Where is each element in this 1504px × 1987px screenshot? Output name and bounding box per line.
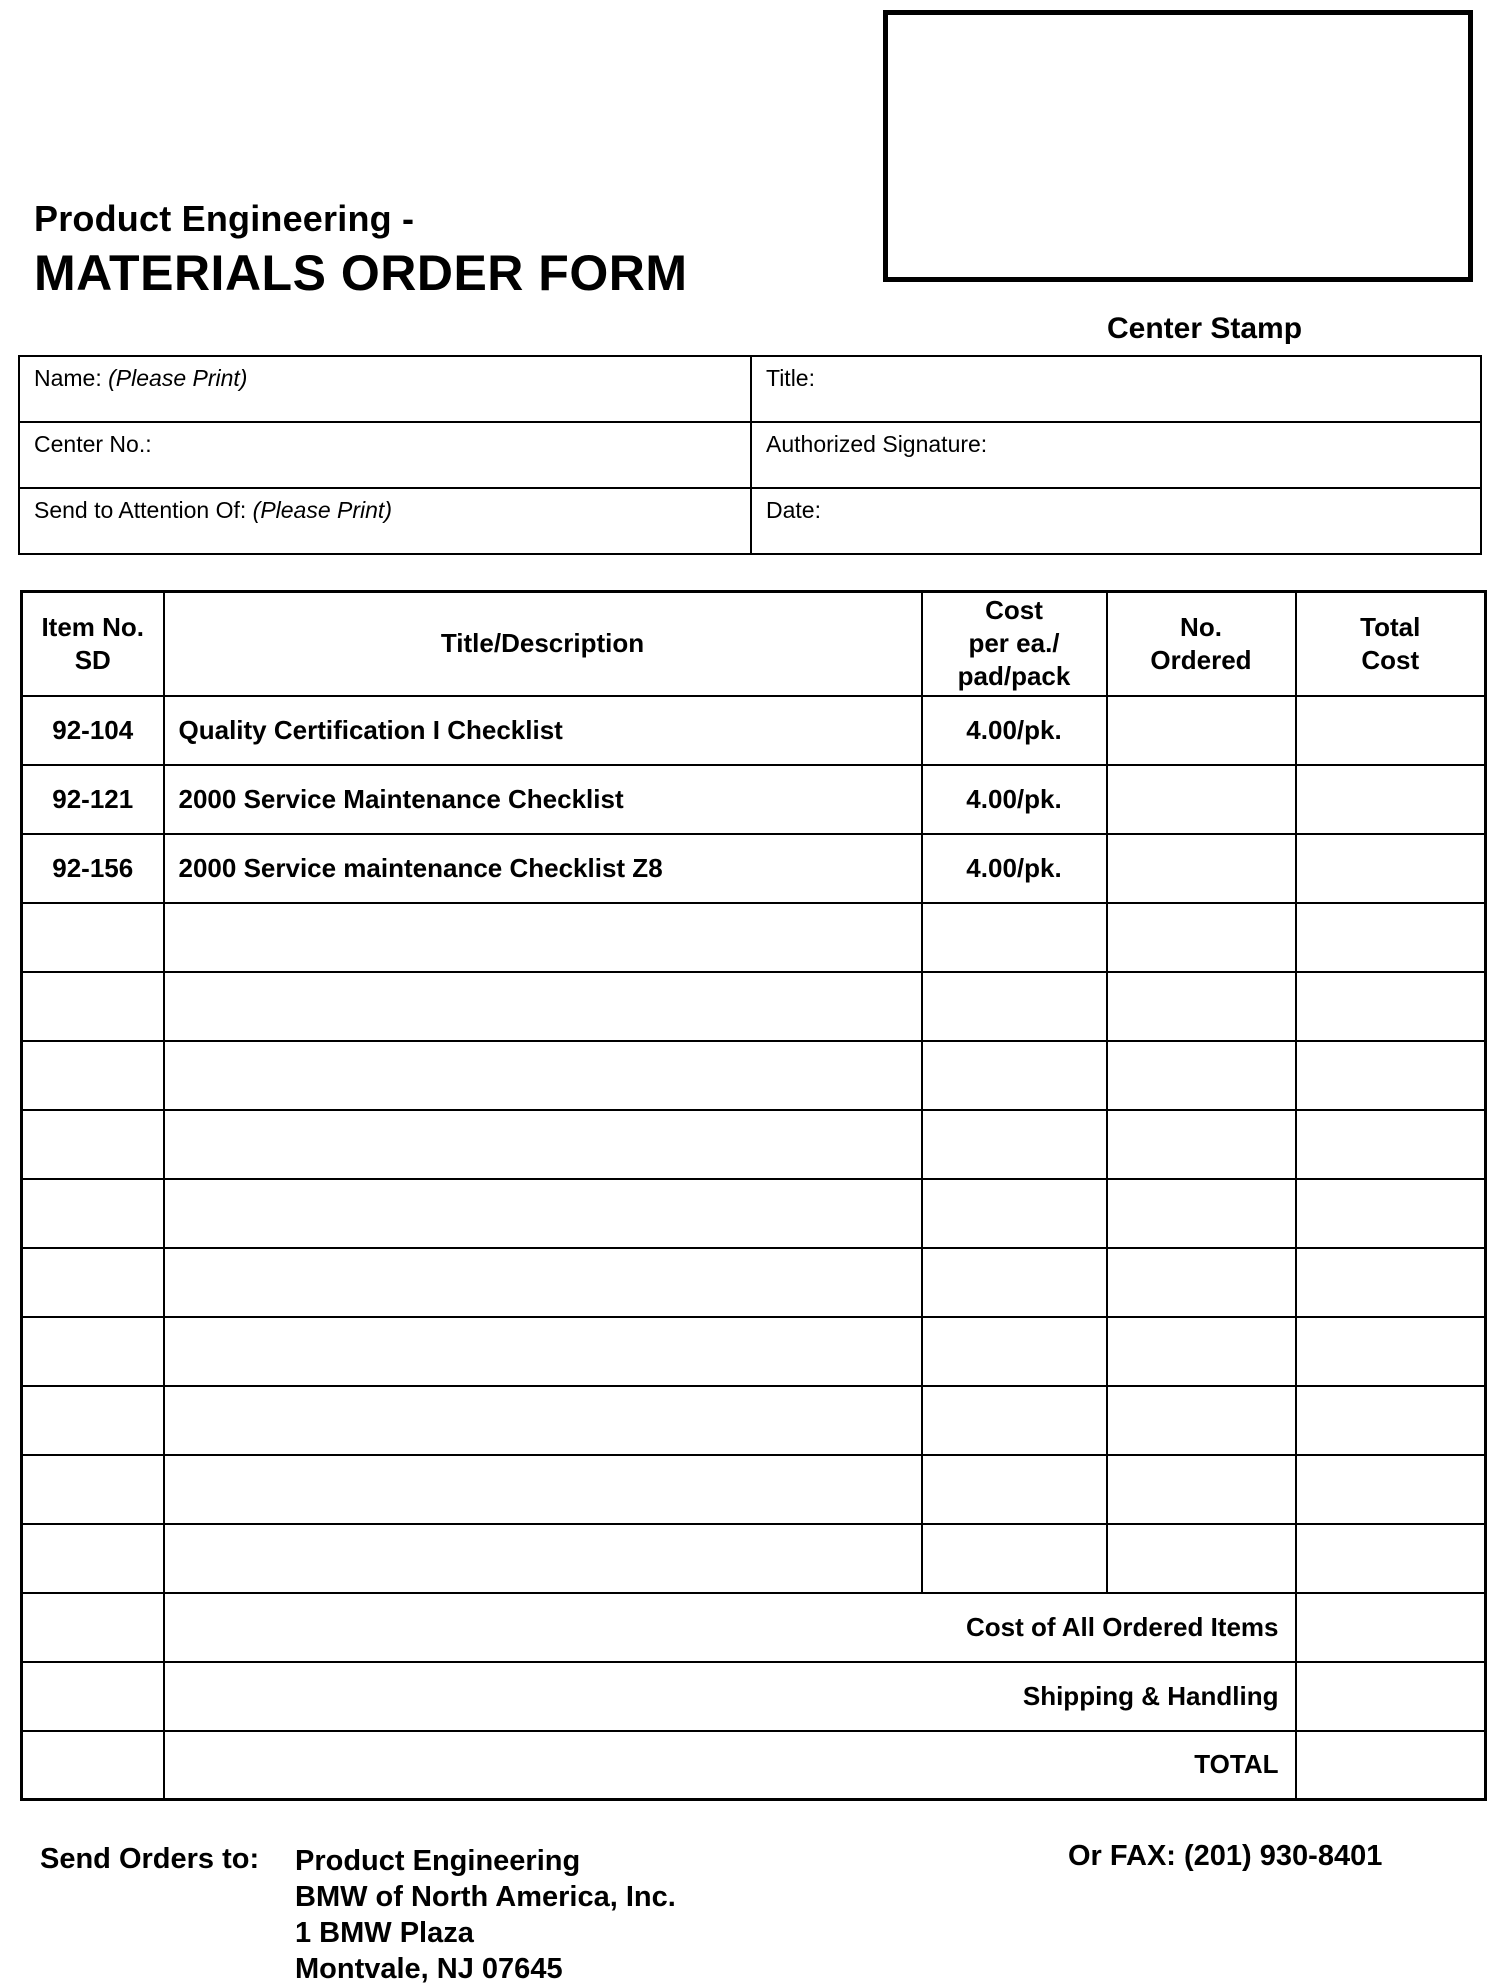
no-ordered-cell[interactable] xyxy=(1107,834,1296,903)
empty-cell[interactable] xyxy=(922,1455,1107,1524)
header-ordered-line2: Ordered xyxy=(1150,644,1252,675)
empty-row xyxy=(22,1524,1486,1593)
empty-cell[interactable] xyxy=(22,1041,164,1110)
total-value[interactable] xyxy=(1296,1731,1486,1800)
empty-cell[interactable] xyxy=(1296,903,1486,972)
cost-cell: 4.00/pk. xyxy=(922,834,1107,903)
date-field[interactable] xyxy=(752,489,1480,553)
empty-row xyxy=(22,1317,1486,1386)
header-item-no xyxy=(22,592,164,696)
empty-cell[interactable] xyxy=(1107,903,1296,972)
title-label: Title: xyxy=(766,365,815,391)
empty-row xyxy=(22,972,1486,1041)
empty-row xyxy=(22,1455,1486,1524)
fax-number: Or FAX: (201) 930-8401 xyxy=(1068,1840,1383,1872)
address-line-3: 1 BMW Plaza xyxy=(295,1917,474,1949)
item-no-cell: 92-104 xyxy=(22,696,164,765)
empty-cell[interactable] xyxy=(1107,1455,1296,1524)
description-cell: 2000 Service Maintenance Checklist xyxy=(164,765,922,834)
empty-cell[interactable] xyxy=(1296,1524,1486,1593)
empty-row xyxy=(22,1248,1486,1317)
empty-cell[interactable] xyxy=(1107,1386,1296,1455)
total-cost-cell[interactable] xyxy=(1296,696,1486,765)
empty-cell[interactable] xyxy=(164,903,922,972)
attention-field[interactable] xyxy=(20,489,752,553)
summary-row-shipping xyxy=(22,1662,1486,1731)
center-stamp-box xyxy=(883,10,1473,282)
header-item-no-line1: Item No. xyxy=(41,611,145,642)
empty-cell[interactable] xyxy=(1296,1041,1486,1110)
empty-cell[interactable] xyxy=(922,1317,1107,1386)
empty-row xyxy=(22,1179,1486,1248)
no-ordered-cell[interactable] xyxy=(1107,696,1296,765)
header-total-line2: Cost xyxy=(1361,644,1420,675)
cost-all-items-label: Cost of All Ordered Items xyxy=(164,1593,1296,1662)
date-label: Date: xyxy=(766,497,821,523)
header-total-cost xyxy=(1296,592,1486,696)
attention-hint: (Please Print) xyxy=(252,497,392,523)
empty-cell[interactable] xyxy=(164,1455,922,1524)
name-hint: (Please Print) xyxy=(108,365,248,391)
header-no-ordered xyxy=(1107,592,1296,696)
empty-cell[interactable] xyxy=(922,1179,1107,1248)
table-row xyxy=(22,834,1486,903)
header-total-line1: Total xyxy=(1360,611,1421,642)
order-items-table xyxy=(20,590,1487,1801)
empty-cell[interactable] xyxy=(1107,1041,1296,1110)
empty-cell[interactable] xyxy=(22,1110,164,1179)
no-ordered-cell[interactable] xyxy=(1107,765,1296,834)
header-cost-line3: pad/pack xyxy=(957,661,1071,692)
name-field[interactable] xyxy=(20,357,752,423)
summary-row-cost-all xyxy=(22,1593,1486,1662)
empty-cell[interactable] xyxy=(922,1248,1107,1317)
total-cost-cell[interactable] xyxy=(1296,765,1486,834)
empty-cell[interactable] xyxy=(1107,1248,1296,1317)
table-row xyxy=(22,765,1486,834)
empty-cell[interactable] xyxy=(164,972,922,1041)
header-cost-line1: Cost xyxy=(985,595,1043,626)
empty-cell[interactable] xyxy=(1107,1524,1296,1593)
empty-cell[interactable] xyxy=(1296,972,1486,1041)
empty-cell[interactable] xyxy=(1296,1386,1486,1455)
empty-row xyxy=(22,903,1486,972)
empty-cell[interactable] xyxy=(164,1248,922,1317)
table-header-row xyxy=(22,592,1486,696)
empty-cell[interactable] xyxy=(164,1041,922,1110)
item-no-cell: 92-121 xyxy=(22,765,164,834)
empty-cell[interactable] xyxy=(164,1110,922,1179)
header-cost-line2: per ea./ xyxy=(968,628,1060,659)
cost-cell: 4.00/pk. xyxy=(922,696,1107,765)
description-cell: Quality Certification I Checklist xyxy=(164,696,922,765)
mailing-address xyxy=(295,1843,676,1987)
title-field[interactable] xyxy=(752,357,1480,423)
send-orders-label: Send Orders to: xyxy=(40,1843,260,1875)
empty-cell[interactable] xyxy=(22,1386,164,1455)
center-no-label: Center No.: xyxy=(34,431,152,457)
center-stamp-label: Center Stamp xyxy=(1107,312,1303,345)
empty-row xyxy=(22,1386,1486,1455)
empty-cell[interactable] xyxy=(1107,1317,1296,1386)
shipping-handling-label: Shipping & Handling xyxy=(164,1662,1296,1731)
address-line-2: BMW of North America, Inc. xyxy=(295,1881,676,1913)
empty-cell[interactable] xyxy=(1107,1110,1296,1179)
empty-cell[interactable] xyxy=(922,1524,1107,1593)
empty-cell[interactable] xyxy=(1107,1179,1296,1248)
empty-row xyxy=(22,1041,1486,1110)
header-item-no-line2: SD xyxy=(74,644,111,675)
requester-info-grid xyxy=(18,355,1482,555)
header-ordered-line1: No. xyxy=(1180,611,1222,642)
cost-all-items-value[interactable] xyxy=(1296,1593,1486,1662)
empty-cell[interactable] xyxy=(22,1179,164,1248)
item-no-cell: 92-156 xyxy=(22,834,164,903)
shipping-handling-value[interactable] xyxy=(1296,1662,1486,1731)
description-cell: 2000 Service maintenance Checklist Z8 xyxy=(164,834,922,903)
form-title: MATERIALS ORDER FORM xyxy=(34,245,688,301)
name-label: Name: xyxy=(34,365,109,391)
cost-cell: 4.00/pk. xyxy=(922,765,1107,834)
header-description: Title/Description xyxy=(164,592,922,696)
attention-label: Send to Attention Of: xyxy=(34,497,253,523)
summary-spacer-cell xyxy=(22,1662,164,1731)
total-label: TOTAL xyxy=(164,1731,1296,1800)
address-line-1: Product Engineering xyxy=(295,1845,581,1877)
empty-cell[interactable] xyxy=(22,1248,164,1317)
summary-spacer-cell xyxy=(22,1593,164,1662)
signature-label: Authorized Signature: xyxy=(766,431,988,457)
form-subtitle: Product Engineering - xyxy=(34,198,415,239)
header-cost xyxy=(922,592,1107,696)
empty-cell[interactable] xyxy=(22,1524,164,1593)
empty-cell[interactable] xyxy=(922,1110,1107,1179)
empty-cell[interactable] xyxy=(1296,1455,1486,1524)
empty-cell[interactable] xyxy=(22,903,164,972)
empty-cell[interactable] xyxy=(922,972,1107,1041)
empty-cell[interactable] xyxy=(164,1179,922,1248)
summary-row-total xyxy=(22,1731,1486,1800)
empty-cell[interactable] xyxy=(922,1041,1107,1110)
empty-cell[interactable] xyxy=(1296,1179,1486,1248)
empty-cell[interactable] xyxy=(922,1386,1107,1455)
empty-cell[interactable] xyxy=(1107,972,1296,1041)
empty-cell[interactable] xyxy=(22,972,164,1041)
empty-cell[interactable] xyxy=(22,1317,164,1386)
empty-cell[interactable] xyxy=(164,1524,922,1593)
summary-spacer-cell xyxy=(22,1731,164,1800)
center-no-field[interactable] xyxy=(20,423,752,489)
total-cost-cell[interactable] xyxy=(1296,834,1486,903)
signature-field[interactable] xyxy=(752,423,1480,489)
empty-row xyxy=(22,1110,1486,1179)
empty-cell[interactable] xyxy=(1296,1248,1486,1317)
empty-cell[interactable] xyxy=(164,1386,922,1455)
empty-cell[interactable] xyxy=(1296,1110,1486,1179)
empty-cell[interactable] xyxy=(1296,1317,1486,1386)
table-row xyxy=(22,696,1486,765)
empty-cell[interactable] xyxy=(164,1317,922,1386)
empty-cell[interactable] xyxy=(22,1455,164,1524)
empty-cell[interactable] xyxy=(922,903,1107,972)
address-line-4: Montvale, NJ 07645 xyxy=(295,1953,563,1985)
